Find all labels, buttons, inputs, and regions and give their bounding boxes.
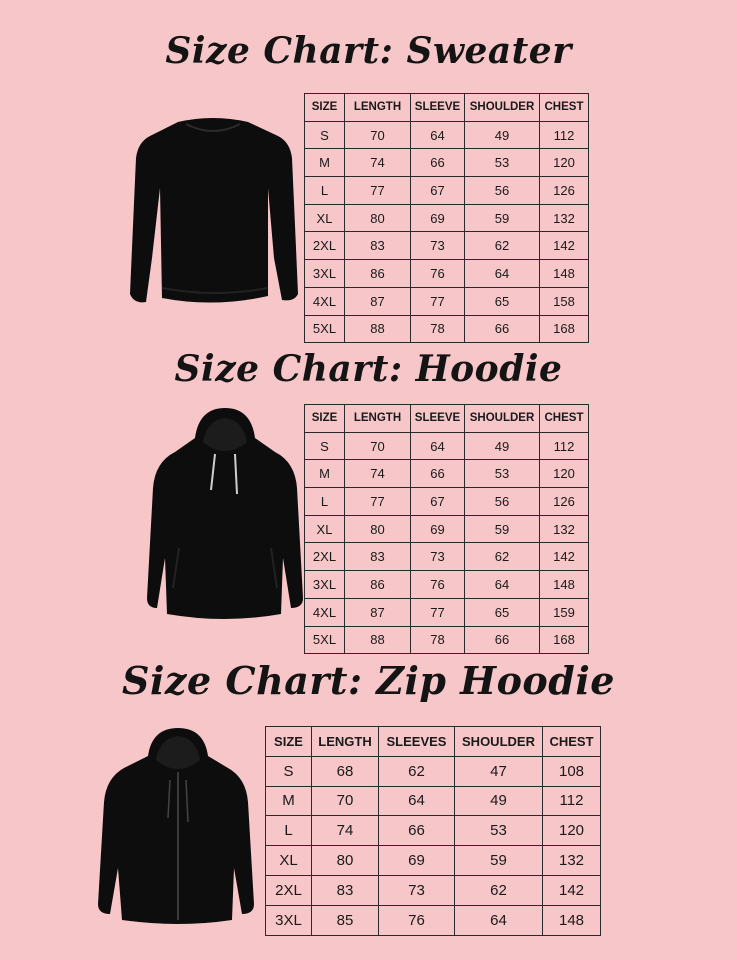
table-row [266,816,601,846]
chest-cell: 132 [540,515,589,543]
length-cell: 80 [345,204,411,232]
length-cell: 87 [345,598,411,626]
shoulder-cell: 64 [465,571,540,599]
header-shoulder: SHOULDER [465,94,540,122]
header-length: LENGTH [345,405,411,433]
chest-cell: 112 [543,786,601,816]
chest-cell: 108 [543,756,601,786]
size-cell: 2XL [266,875,312,905]
size-cell: L [266,816,312,846]
header-sleeve: SLEEVE [411,94,465,122]
size-cell: 4XL [305,598,345,626]
size-cell: L [305,177,345,205]
header-sleeves: SLEEVES [379,727,455,757]
sleeve-cell: 66 [379,816,455,846]
length-cell: 87 [345,287,411,315]
shoulder-cell: 62 [465,543,540,571]
table-row [305,260,589,288]
table-row [266,846,601,876]
chest-cell: 120 [540,149,589,177]
size-cell: M [305,149,345,177]
chest-cell: 132 [543,846,601,876]
table-row [305,460,589,488]
sleeve-cell: 73 [379,875,455,905]
sleeve-cell: 69 [379,846,455,876]
length-cell: 88 [345,315,411,343]
header-size: SIZE [305,94,345,122]
hoodie-title: Size Chart: Hoodie [174,348,563,390]
size-cell: 5XL [305,626,345,654]
zip-hoodie-image [96,728,256,924]
sleeve-cell: 77 [411,598,465,626]
length-cell: 77 [345,488,411,516]
sweater-image [128,118,298,308]
length-cell: 77 [345,177,411,205]
table-row [266,756,601,786]
chest-cell: 142 [540,232,589,260]
table-row [305,121,589,149]
size-cell: S [305,432,345,460]
sleeve-cell: 67 [411,488,465,516]
header-chest: CHEST [540,405,589,433]
length-cell: 74 [345,460,411,488]
table-row [305,626,589,654]
shoulder-cell: 53 [455,816,543,846]
header-length: LENGTH [345,94,411,122]
sleeve-cell: 76 [411,260,465,288]
length-cell: 80 [312,846,379,876]
header-length: LENGTH [312,727,379,757]
sweater-size-table [304,93,589,343]
shoulder-cell: 59 [465,515,540,543]
table-row [305,432,589,460]
table-row [305,232,589,260]
chest-cell: 142 [543,875,601,905]
size-cell: 4XL [305,287,345,315]
length-cell: 70 [345,432,411,460]
shoulder-cell: 47 [455,756,543,786]
chest-cell: 148 [543,905,601,935]
sleeve-cell: 76 [411,571,465,599]
sleeve-cell: 66 [411,149,465,177]
table-row [305,488,589,516]
size-cell: XL [305,204,345,232]
shoulder-cell: 49 [465,121,540,149]
shoulder-cell: 49 [465,432,540,460]
table-row [305,315,589,343]
hoodie-size-table [304,404,589,654]
table-row [305,149,589,177]
length-cell: 74 [312,816,379,846]
sleeve-cell: 69 [411,204,465,232]
sleeve-cell: 76 [379,905,455,935]
chest-cell: 112 [540,432,589,460]
table-row [305,543,589,571]
header-shoulder: SHOULDER [455,727,543,757]
length-cell: 86 [345,571,411,599]
chest-cell: 158 [540,287,589,315]
sleeve-cell: 67 [411,177,465,205]
shoulder-cell: 64 [465,260,540,288]
size-cell: XL [305,515,345,543]
sleeve-cell: 66 [411,460,465,488]
shoulder-cell: 59 [455,846,543,876]
table-row [305,571,589,599]
chest-cell: 112 [540,121,589,149]
table-row [266,875,601,905]
table-row [305,598,589,626]
size-cell: 3XL [266,905,312,935]
length-cell: 70 [312,786,379,816]
chest-cell: 168 [540,315,589,343]
length-cell: 83 [345,543,411,571]
size-cell: M [266,786,312,816]
chest-cell: 126 [540,488,589,516]
length-cell: 68 [312,756,379,786]
size-cell: XL [266,846,312,876]
sleeve-cell: 77 [411,287,465,315]
chest-cell: 148 [540,571,589,599]
sleeve-cell: 62 [379,756,455,786]
sleeve-cell: 64 [411,121,465,149]
zip-hoodie-title: Size Chart: Zip Hoodie [122,658,615,703]
sleeve-cell: 69 [411,515,465,543]
table-header-row [266,727,601,757]
hoodie-image [145,408,305,624]
length-cell: 83 [345,232,411,260]
shoulder-cell: 62 [465,232,540,260]
header-size: SIZE [305,405,345,433]
sleeve-cell: 78 [411,626,465,654]
chest-cell: 132 [540,204,589,232]
size-cell: 3XL [305,571,345,599]
table-row [266,786,601,816]
length-cell: 83 [312,875,379,905]
sleeve-cell: 73 [411,232,465,260]
shoulder-cell: 56 [465,177,540,205]
header-size: SIZE [266,727,312,757]
chest-cell: 159 [540,598,589,626]
sleeve-cell: 64 [411,432,465,460]
table-header-row [305,405,589,433]
chest-cell: 120 [543,816,601,846]
shoulder-cell: 49 [455,786,543,816]
length-cell: 74 [345,149,411,177]
table-row [305,204,589,232]
chest-cell: 168 [540,626,589,654]
length-cell: 85 [312,905,379,935]
table-row [305,177,589,205]
header-chest: CHEST [543,727,601,757]
header-sleeve: SLEEVE [411,405,465,433]
table-row [266,905,601,935]
shoulder-cell: 65 [465,598,540,626]
size-cell: S [305,121,345,149]
header-shoulder: SHOULDER [465,405,540,433]
sleeve-cell: 73 [411,543,465,571]
size-cell: M [305,460,345,488]
shoulder-cell: 56 [465,488,540,516]
size-cell: 3XL [305,260,345,288]
size-cell: L [305,488,345,516]
length-cell: 70 [345,121,411,149]
shoulder-cell: 53 [465,149,540,177]
sleeve-cell: 78 [411,315,465,343]
table-row [305,287,589,315]
sleeve-cell: 64 [379,786,455,816]
sweater-title: Size Chart: Sweater [165,30,572,72]
shoulder-cell: 65 [465,287,540,315]
table-header-row [305,94,589,122]
size-cell: 2XL [305,232,345,260]
length-cell: 88 [345,626,411,654]
shoulder-cell: 66 [465,315,540,343]
shoulder-cell: 59 [465,204,540,232]
zip-hoodie-size-table [265,726,601,936]
size-cell: S [266,756,312,786]
chest-cell: 148 [540,260,589,288]
size-cell: 5XL [305,315,345,343]
chest-cell: 126 [540,177,589,205]
chest-cell: 120 [540,460,589,488]
header-chest: CHEST [540,94,589,122]
shoulder-cell: 53 [465,460,540,488]
length-cell: 86 [345,260,411,288]
shoulder-cell: 62 [455,875,543,905]
shoulder-cell: 66 [465,626,540,654]
shoulder-cell: 64 [455,905,543,935]
size-cell: 2XL [305,543,345,571]
chest-cell: 142 [540,543,589,571]
table-row [305,515,589,543]
length-cell: 80 [345,515,411,543]
